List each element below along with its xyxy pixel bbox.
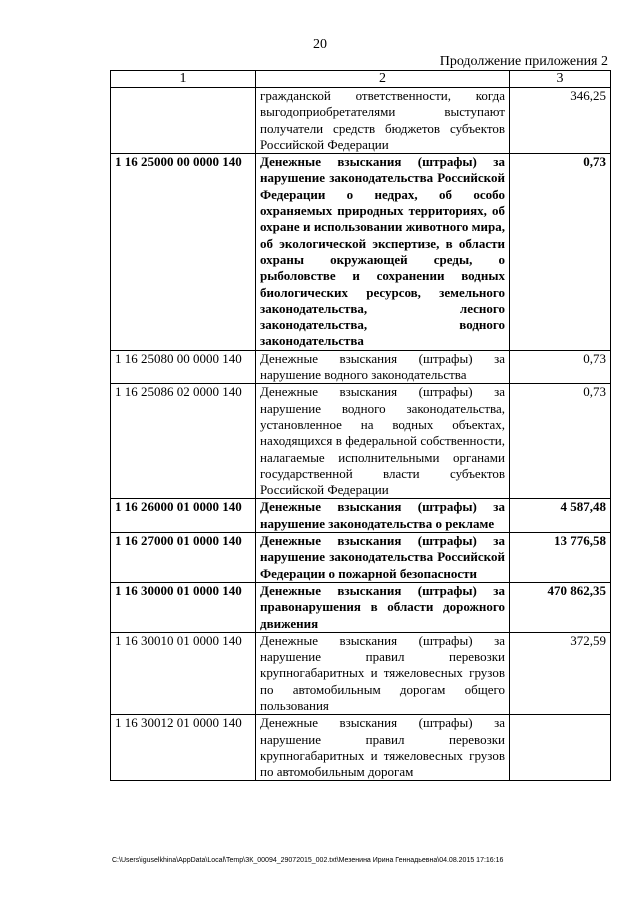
description-cell: Денежные взыскания (штрафы) за нарушение правил перевозки крупногабаритных и тяжеловесных грузов по автомобильным дорогам [256, 715, 510, 781]
header-cell-code: 1 [111, 71, 256, 88]
footer-file-path: C:\Users\iguselkhina\AppData\Local\Temp\ЗК_00094_29072015_002.txt\Мезенина Ирина Геннадьевна\04.08.2015 17:16:16 [112, 857, 504, 864]
revenue-table [110, 70, 611, 781]
code-cell: 1 16 25000 00 0000 140 [111, 154, 256, 351]
description-cell: Денежные взыскания (штрафы) за нарушение законодательства Российской Федерации о пожарной безопасности [256, 533, 510, 583]
code-cell: 1 16 30012 01 0000 140 [111, 715, 256, 781]
table-row [111, 715, 611, 781]
description-cell: Денежные взыскания (штрафы) за нарушение водного законодательства [256, 350, 510, 384]
table-row [111, 154, 611, 351]
description-cell: Денежные взыскания (штрафы) за нарушение правил перевозки крупногабаритных и тяжеловесных грузов по автомобильным дорогам общего пользования [256, 632, 510, 714]
amount-cell: 13 776,58 [510, 533, 611, 583]
description-cell: Денежные взыскания (штрафы) за нарушение водного законодательства, установленное на водных объектах, находящихся в федеральной собственности, налагаемые исполнительными органами государственной власти субъектов Российской Федерации [256, 384, 510, 499]
code-cell: 1 16 30000 01 0000 140 [111, 582, 256, 632]
table-row [111, 499, 611, 533]
code-cell: 1 16 27000 01 0000 140 [111, 533, 256, 583]
table-header-row [111, 71, 611, 88]
header-cell-amount: 3 [510, 71, 611, 88]
continuation-label: Продолжение приложения 2 [439, 54, 608, 69]
amount-cell: 0,73 [510, 154, 611, 351]
revenue-table-body [111, 71, 611, 781]
table-row [111, 384, 611, 499]
code-cell: 1 16 26000 01 0000 140 [111, 499, 256, 533]
description-cell: Денежные взыскания (штрафы) за правонарушения в области дорожного движения [256, 582, 510, 632]
amount-cell: 0,73 [510, 350, 611, 384]
amount-cell: 372,59 [510, 632, 611, 714]
table-row [111, 533, 611, 583]
table-row [111, 350, 611, 384]
code-cell: 1 16 30010 01 0000 140 [111, 632, 256, 714]
table-row [111, 582, 611, 632]
page-number: 20 [313, 37, 327, 52]
code-cell: 1 16 25086 02 0000 140 [111, 384, 256, 499]
amount-cell: 346,25 [510, 88, 611, 154]
description-cell: Денежные взыскания (штрафы) за нарушение законодательства о рекламе [256, 499, 510, 533]
table-row [111, 632, 611, 714]
amount-cell [510, 715, 611, 781]
amount-cell: 0,73 [510, 384, 611, 499]
code-cell [111, 88, 256, 154]
code-cell: 1 16 25080 00 0000 140 [111, 350, 256, 384]
amount-cell: 4 587,48 [510, 499, 611, 533]
description-cell: гражданской ответственности, когда выгодоприобретателями выступают получатели средств бюджетов субъектов Российской Федерации [256, 88, 510, 154]
header-cell-description: 2 [256, 71, 510, 88]
description-cell: Денежные взыскания (штрафы) за нарушение законодательства Российской Федерации о недрах, об особо охраняемых природных территориях, об охране и использовании животного мира, об экологической экспертизе, в области охраны окружающей среды, о рыболовстве и сохранении водных биологических ресурсов, земельного законодательства, лесного законодательства, водного законодательства [256, 154, 510, 351]
table-row [111, 88, 611, 154]
amount-cell: 470 862,35 [510, 582, 611, 632]
